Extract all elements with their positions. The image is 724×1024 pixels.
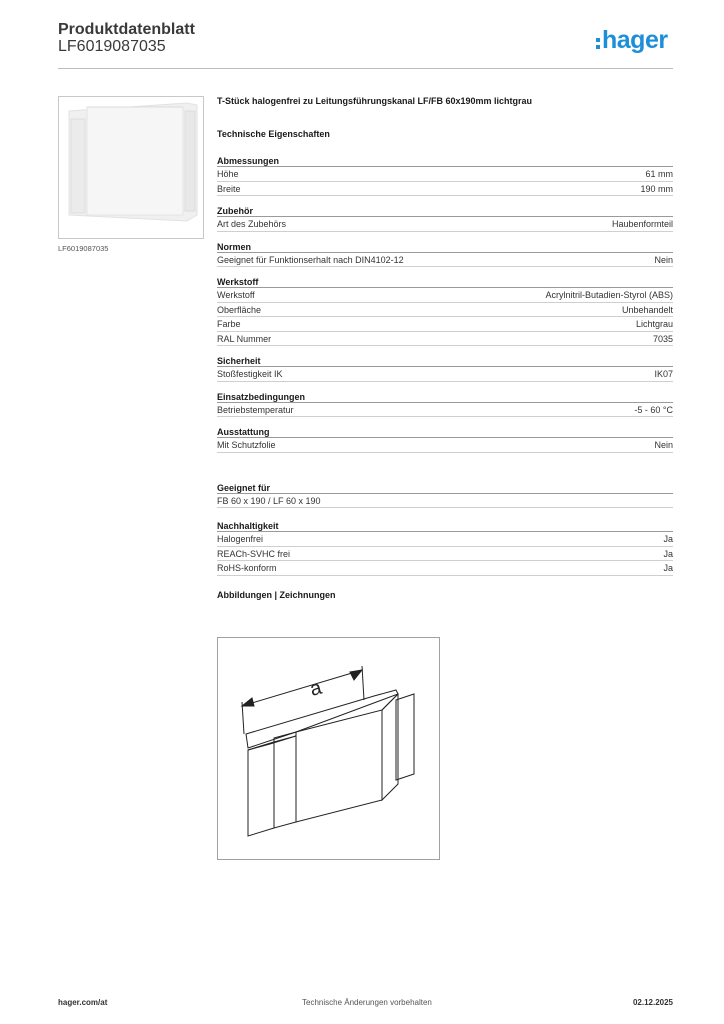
header-divider — [58, 68, 673, 69]
spec-row — [217, 317, 673, 332]
row-label: Farbe — [217, 319, 241, 329]
row-value: Acrylnitril-Butadien-Styrol (ABS) — [545, 290, 673, 300]
row-label: Stoßfestigkeit IK — [217, 369, 283, 379]
spec-row — [217, 303, 673, 318]
row-value: 7035 — [652, 333, 673, 344]
footer-date: 02.12.2025 — [632, 998, 673, 1007]
row-value: Ja — [663, 534, 673, 544]
product-photo — [58, 96, 204, 239]
row-value: IK07 — [654, 369, 673, 379]
row-label: Höhe — [217, 169, 239, 179]
section-title: Nachhaltigkeit — [217, 520, 673, 532]
spec-row — [217, 494, 673, 509]
sustainability-section — [217, 520, 673, 576]
dimension-label: a — [307, 676, 325, 701]
spec-row — [217, 182, 673, 197]
section-title: Ausstattung — [217, 426, 673, 438]
row-value: Unbehandelt — [621, 304, 673, 315]
spec-content — [217, 96, 673, 600]
footer-disclaimer: Technische Änderungen vorbehalten — [302, 998, 432, 1007]
row-value: 61 mm — [645, 169, 673, 179]
row-label: Werkstoff — [217, 290, 255, 300]
spec-row — [217, 253, 673, 268]
section-title: Werkstoff — [217, 276, 673, 288]
spec-row — [217, 547, 673, 562]
row-label: Breite — [217, 183, 241, 194]
row-value: Nein — [654, 254, 673, 265]
spec-section — [217, 205, 673, 232]
spec-row — [217, 367, 673, 382]
spec-sections — [217, 155, 673, 453]
row-value: Lichtgrau — [635, 319, 673, 329]
row-label: REACh-SVHC frei — [217, 548, 291, 559]
row-value: Ja — [663, 563, 673, 573]
row-value: 190 mm — [640, 183, 673, 194]
page-title: Produktdatenblatt — [58, 21, 195, 38]
spec-section — [217, 355, 673, 382]
spec-row — [217, 403, 673, 418]
logo-dots-icon — [596, 38, 600, 49]
product-number: LF6019087035 — [58, 38, 166, 55]
spec-section — [217, 426, 673, 453]
row-label: RAL Nummer — [217, 333, 272, 344]
spec-row — [217, 532, 673, 547]
spec-row — [217, 438, 673, 453]
section-title: Einsatzbedingungen — [217, 391, 673, 403]
product-title: T-Stück halogenfrei zu Leitungsführungskanal LF/FB 60x190mm lichtgrau — [217, 96, 533, 106]
suitable-section — [217, 482, 673, 509]
spec-section — [217, 241, 673, 268]
row-label: Geeignet für Funktionserhalt nach DIN4102-12 — [217, 254, 404, 265]
section-title: Sicherheit — [217, 355, 673, 367]
row-value: Haubenformteil — [611, 219, 673, 229]
row-value: Nein — [654, 440, 673, 450]
tech-heading: Technische Eigenschaften — [217, 129, 330, 139]
photo-caption: LF6019087035 — [58, 244, 109, 253]
row-label: RoHS-konform — [217, 563, 277, 573]
row-label: Oberfläche — [217, 304, 262, 315]
section-title: Abmessungen — [217, 155, 673, 167]
spec-section — [217, 391, 673, 418]
spec-row — [217, 332, 673, 347]
row-label: FB 60 x 190 / LF 60 x 190 — [217, 495, 321, 506]
row-label: Halogenfrei — [217, 534, 264, 544]
row-label: Art des Zubehörs — [217, 219, 287, 229]
row-label: Mit Schutzfolie — [217, 440, 276, 450]
section-title: Zubehör — [217, 205, 673, 217]
row-value: Ja — [663, 548, 673, 559]
footer-website[interactable]: hager.com/at — [58, 998, 108, 1007]
section-title: Normen — [217, 241, 673, 253]
section-title: Geeignet für — [217, 482, 673, 494]
spec-section — [217, 276, 673, 346]
spec-row — [217, 561, 673, 576]
technical-drawing — [217, 637, 440, 860]
spec-row — [217, 167, 673, 182]
row-value: -5 - 60 °C — [634, 404, 673, 415]
spec-row — [217, 217, 673, 232]
tee-drawing-icon — [218, 638, 439, 859]
row-label: Betriebstemperatur — [217, 404, 294, 415]
logo-wordmark: hager — [602, 26, 668, 54]
hager-logo[interactable] — [596, 28, 668, 53]
product-photo-icon — [59, 97, 203, 238]
drawings-heading: Abbildungen | Zeichnungen — [217, 589, 336, 600]
spec-section — [217, 155, 673, 196]
spec-row — [217, 288, 673, 303]
